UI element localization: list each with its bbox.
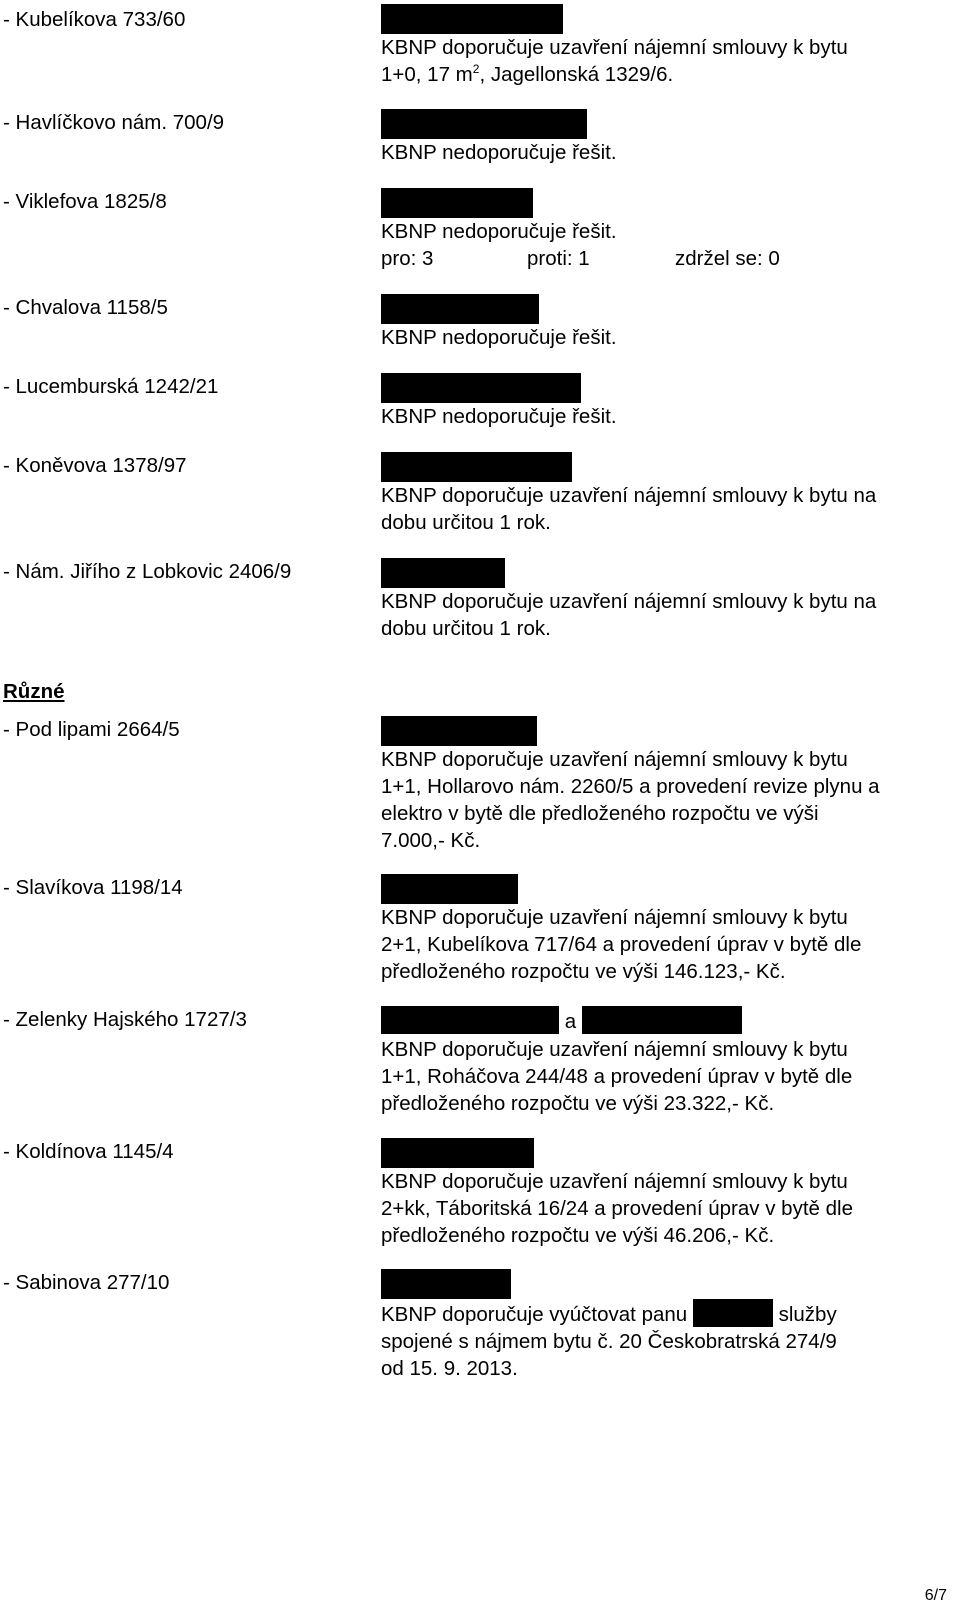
- entry-text: KBNP doporučuje uzavření nájemní smlouvy k bytu na: [381, 484, 877, 507]
- entry-text: KBNP doporučuje uzavření nájemní smlouvy k bytu: [381, 36, 848, 59]
- redacted-name: [381, 1269, 511, 1299]
- entry-text: 7.000,- Kč.: [381, 829, 481, 852]
- entry-text: KBNP doporučuje uzavření nájemní smlouvy k bytu: [381, 748, 848, 771]
- entry-text: od 15. 9. 2013.: [381, 1357, 518, 1380]
- vote-zdrzel: zdržel se: 0: [675, 247, 780, 270]
- entry-address: - Nám. Jiřího z Lobkovic 2406/9: [3, 560, 292, 583]
- entry-text: 1+1, Roháčova 244/48 a provedení úprav v bytě dle: [381, 1065, 853, 1088]
- entry-text: KBNP doporučuje vyúčtovat panu služby: [381, 1299, 956, 1328]
- entry-address: - Lucemburská 1242/21: [3, 375, 219, 398]
- entry-text: KBNP nedoporučuje řešit.: [381, 405, 617, 428]
- entry-text: KBNP doporučuje uzavření nájemní smlouvy k bytu: [381, 1170, 848, 1193]
- vote-proti: proti: 1: [527, 247, 590, 270]
- redacted-name: [381, 1138, 534, 1168]
- entry-address: - Sabinova 277/10: [3, 1271, 170, 1294]
- vote-result: [381, 245, 956, 272]
- entry-address: - Havlíčkovo nám. 700/9: [3, 111, 225, 134]
- entry-text: 2+1, Kubelíkova 717/64 a provedení úprav v bytě dle: [381, 933, 862, 956]
- entry-text: 1+1, Hollarovo nám. 2260/5 a provedení revize plynu a: [381, 775, 880, 798]
- redacted-names-line: [381, 1006, 956, 1036]
- entry-text: KBNP doporučuje uzavření nájemní smlouvy k bytu: [381, 1038, 848, 1061]
- entry-address: - Chvalova 1158/5: [3, 296, 168, 319]
- page-number: 6/7: [924, 1587, 947, 1604]
- entry-address: - Koněvova 1378/97: [3, 454, 187, 477]
- entry-text: elektro v bytě dle předloženého rozpočtu ve výši: [381, 802, 819, 825]
- entry-text: 2+kk, Táboritská 16/24 a provedení úprav v bytě dle: [381, 1197, 853, 1220]
- section-heading: Různé: [3, 680, 65, 703]
- redacted-name: [381, 188, 533, 218]
- entry-text: předloženého rozpočtu ve výši 46.206,- Kč.: [381, 1224, 775, 1247]
- redacted-name: [381, 294, 539, 324]
- entry-text: dobu určitou 1 rok.: [381, 617, 551, 640]
- entry-address: - Viklefova 1825/8: [3, 190, 167, 213]
- redacted-name: [381, 874, 518, 904]
- entry-text: spojené s nájmem bytu č. 20 Českobratrská 274/9: [381, 1330, 837, 1353]
- redacted-name: [693, 1299, 773, 1327]
- entry-text: KBNP nedoporučuje řešit.: [381, 141, 617, 164]
- redacted-name: [582, 1006, 742, 1034]
- entry-text: KBNP doporučuje uzavření nájemní smlouvy k bytu na: [381, 590, 877, 613]
- entry-text: KBNP nedoporučuje řešit.: [381, 220, 617, 243]
- redacted-name: [381, 716, 537, 746]
- entry-text: dobu určitou 1 rok.: [381, 511, 551, 534]
- entry-address: - Slavíkova 1198/14: [3, 876, 183, 899]
- entry-text: KBNP doporučuje uzavření nájemní smlouvy k bytu: [381, 906, 848, 929]
- redacted-name: [381, 373, 581, 403]
- superscript: 2: [472, 62, 480, 77]
- entry-text: předloženého rozpočtu ve výši 146.123,- Kč.: [381, 960, 786, 983]
- entry-address: - Zelenky Hajského 1727/3: [3, 1008, 247, 1031]
- conjunction: a: [564, 1010, 577, 1033]
- entry-text: předloženého rozpočtu ve výši 23.322,- Kč.: [381, 1092, 775, 1115]
- entry-text: 1+0, 17 $m^2$, Jagellonská 1329/6.: [381, 62, 674, 86]
- redacted-name: [381, 452, 572, 482]
- redacted-name: [381, 1006, 559, 1034]
- redacted-name: [381, 558, 505, 588]
- entry-text: KBNP nedoporučuje řešit.: [381, 326, 617, 349]
- redacted-name: [381, 4, 563, 34]
- entry-address: - Kubelíkova 733/60: [3, 8, 186, 31]
- entry-address: - Pod lipami 2664/5: [3, 718, 180, 741]
- redacted-name: [381, 109, 587, 139]
- vote-pro: pro: 3: [381, 247, 434, 270]
- entry-address: - Koldínova 1145/4: [3, 1140, 174, 1163]
